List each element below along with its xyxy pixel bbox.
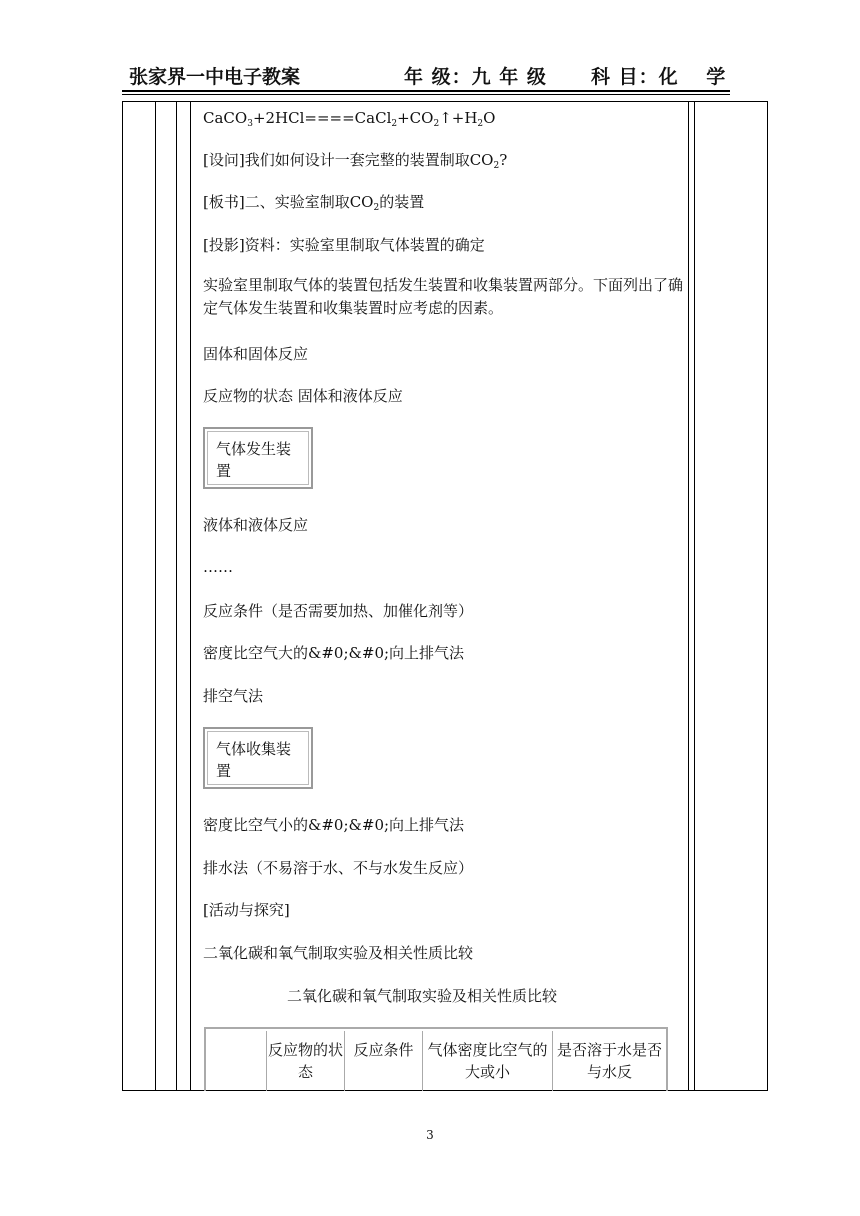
paragraph: 液体和液体反应	[203, 516, 309, 534]
generator-box-label: 气体发生装置	[207, 431, 309, 485]
column-divider	[176, 101, 177, 1091]
table-header-cell: 反应物的状态	[266, 1031, 344, 1091]
table-header-cell	[206, 1031, 266, 1091]
question-text: [设问]我们如何设计一套完整的装置制取$CO_2$?	[203, 151, 508, 171]
page-header	[129, 62, 729, 90]
header-grade: 年 级：九 年 级	[404, 66, 547, 88]
paragraph: 密度比空气大的&#0;&#0;向上排气法	[203, 644, 465, 662]
paragraph: 实验室里制取气体的装置包括发生装置和收集装置两部分。下面列出了确定气体发生装置和收集装置时应考虑的因素。	[203, 276, 684, 317]
column-divider	[694, 101, 695, 1091]
table-title: 二氧化碳和氧气制取实验及相关性质比较	[287, 987, 558, 1005]
chemical-equation: $CaCO_3+2HCl====CaCl_2+CO_2↑+H_2O$	[203, 109, 496, 129]
paragraph: 排水法（不易溶于水、不与水发生反应）	[203, 859, 474, 877]
header-rule-thin	[122, 94, 730, 95]
column-divider	[688, 101, 689, 1091]
board-text: [板书]二、实验室制取$CO_2$的装置	[203, 193, 425, 213]
paragraph: 反应物的状态 固体和液体反应	[203, 387, 403, 405]
column-divider	[190, 101, 191, 1091]
collector-box	[203, 727, 313, 789]
table-header-cell: 气体密度比空气的大或小	[422, 1031, 552, 1091]
column-divider	[155, 101, 156, 1091]
page-number: 3	[426, 1128, 434, 1142]
paragraph: 二氧化碳和氧气制取实验及相关性质比较	[203, 944, 474, 962]
header-school: 张家界一中电子教案	[129, 66, 301, 88]
generator-box	[203, 427, 313, 489]
paragraph: 密度比空气小的&#0;&#0;向上排气法	[203, 816, 465, 834]
collector-box-label: 气体收集装置	[207, 731, 309, 785]
table-header-cell: 是否溶于水是否与水反	[552, 1031, 666, 1091]
header-rule	[122, 90, 730, 92]
paragraph: 排空气法	[203, 687, 264, 705]
projection-text: [投影]资料：实验室里制取气体装置的确定	[203, 236, 485, 254]
paragraph: 反应条件（是否需要加热、加催化剂等）	[203, 602, 474, 620]
activity-heading: [活动与探究]	[203, 901, 290, 919]
header-subject: 科 目：化 学	[591, 66, 727, 88]
ellipsis-text: ……	[203, 558, 233, 576]
table-header-cell: 反应条件	[344, 1031, 422, 1091]
paragraph: 固体和固体反应	[203, 345, 309, 363]
